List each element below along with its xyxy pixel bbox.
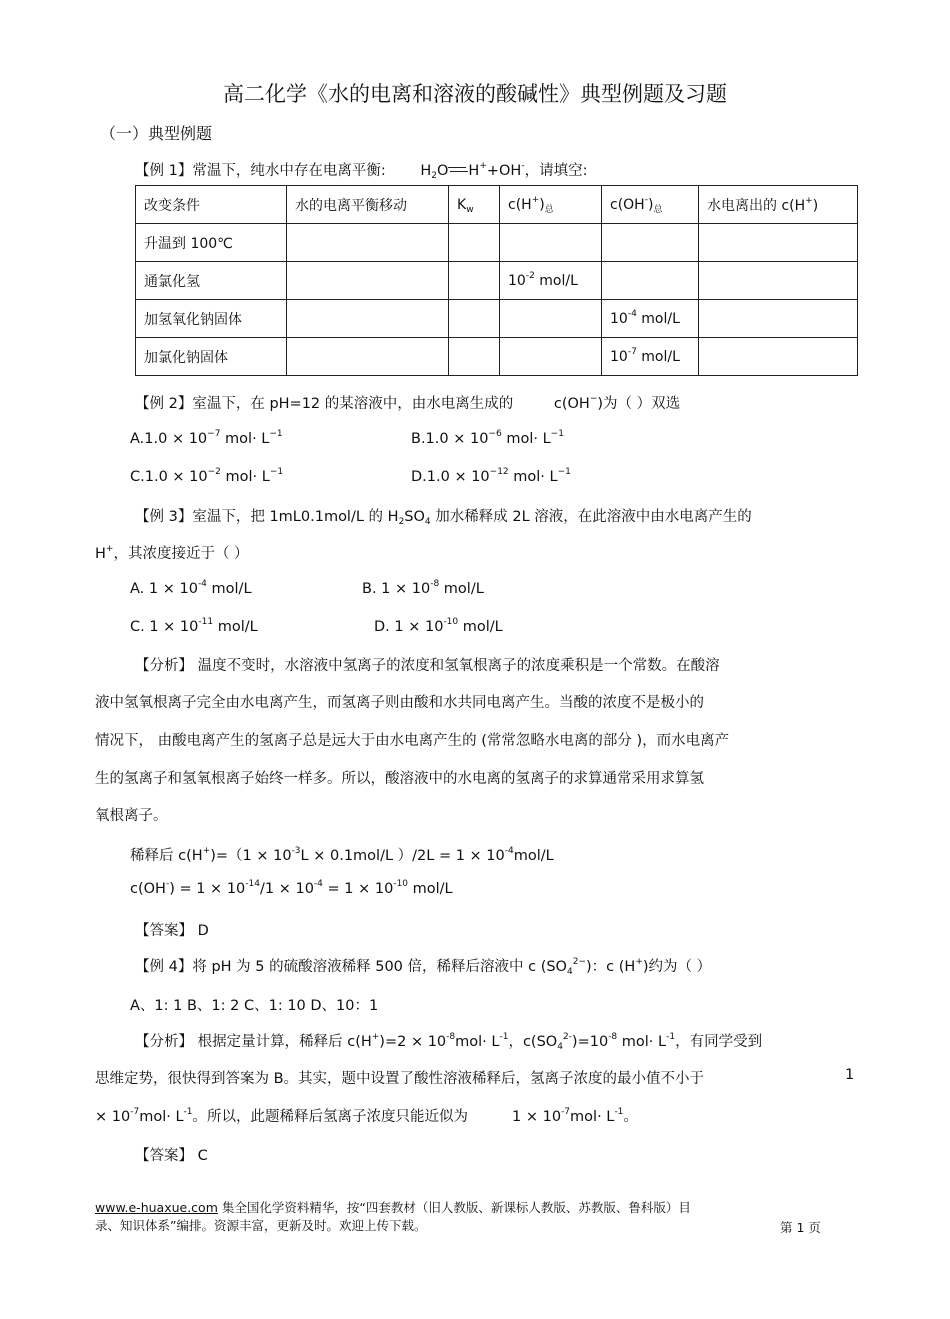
table-cell [699,300,858,338]
analysis-line: 氧根离子。 [95,808,168,824]
table-row [136,262,858,300]
option-c: $C.1.0 \times 10^{-2}$ $mol\cdot L^{-1}$ [130,467,284,485]
table-cell: $10^{-4}$ mol/L [602,300,699,338]
analysis-line: 情况下， 由酸电离产生的氢离子总是远大于由水电离产生的 (常常忽略水电离的部分 )，而水电离产 [95,733,730,749]
table-cell: 加氢氧化钠固体 [136,300,287,338]
example-label: 【例 4】 [135,959,193,975]
option-b: B. $1 \times 10^{-8}$ mol/L [362,579,484,597]
analysis-line: 液中氢氧根离子完全由水电离产生，而氢离子则由酸和水共同电离产生。当酸的浓度不是极小的 [95,695,704,711]
option-c: C. $1 \times 10^{-11}$ mol/L [130,617,258,635]
table-cell [602,224,699,262]
analysis-number: 1 [845,1067,855,1083]
equilibrium-arrow-icon [448,165,468,175]
table-header: $c(OH^-)_总$ [602,186,699,224]
table-header: $c(H^+)_总$ [500,186,602,224]
table-cell: $10^{-2}$ mol/L [500,262,602,300]
table-row [136,338,858,376]
table-header: $K_w$ [449,186,500,224]
footer-line: www.e-huaxue.com 集全国化学资料精华，按“四套教材（旧人教版、新课标人教版、苏教版、鲁科版）目 [95,1200,691,1215]
answer-line: 【答案】 C [135,1148,208,1164]
ionization-equation: $H_2O$ H++OH- [420,161,525,181]
section-heading: （一）典型例题 [100,124,213,143]
option-a: A. $1 \times 10^{-4}$ mol/L [130,579,252,597]
answer-line: 【答案】 D [135,923,209,939]
option-a: $A.1.0 \times 10^{-7}$ $mol\cdot L^{-1}$ [130,429,283,447]
table-cell [500,338,602,376]
option-d: $D.1.0 \times 10^{-12}$ $mol\cdot L^{-1}$ [411,467,571,485]
example-label: 【例 2】 [135,396,193,412]
table-cell: $10^{-7}$ mol/L [602,338,699,376]
example-3-prompt-cont: H+，其浓度接近于（ ） [95,544,249,562]
table-cell [500,224,602,262]
analysis-line: 思维定势，很快得到答案为 B。其实，题中设置了酸性溶液稀释后，氢离子浓度的最小值不小于 [95,1071,705,1087]
example-label: 【例 1】 [135,163,193,179]
analysis-line: 【分析】 温度不变时，水溶液中氢离子的浓度和氢氧根离子的浓度乘积是一个常数。在酸溶 [135,658,720,674]
table-cell [699,262,858,300]
page-number: 第 1 页 [780,1220,821,1235]
table-cell [602,262,699,300]
table-header: 水的电离平衡移动 [287,186,449,224]
site-link[interactable]: www.e-huaxue.com [95,1200,218,1215]
table-cell: 加氯化钠固体 [136,338,287,376]
table-cell [500,300,602,338]
table-cell [449,300,500,338]
table-cell: 升温到 100℃ [136,224,287,262]
table-cell [449,338,500,376]
example-label: 【例 3】 [135,509,193,525]
table-row [136,300,858,338]
option-d: D. $1 \times 10^{-10}$ mol/L [374,617,503,635]
table-header-row [136,186,858,224]
calculation-line: $c(OH^-) = 1 \times 10^{-14}/1 \times 10^{-4} = 1 \times 10^{-10}$ mol/L [130,879,453,897]
table-cell [287,338,449,376]
calculation-line: 稀释后 $c(H^+)=(1 \times 10^{-3}L \times 0.1mol/L$ ）$/2L = 1 \times 10^{-4}mol/L$ [130,846,554,864]
analysis-line: 【分析】 根据定量计算，稀释后 $c(H^+)=2 \times 10^{-8}mol\cdot L^{-1}$，$c(SO_4^{2-})=10^{-8}$ $mol\cdot L^{-1}$，有同学受到 [135,1032,763,1052]
example-3-prompt: 【例 3】室温下，把 1mL0.1mol/L 的 $H_2SO_4$ 加水稀释成 2L 溶液，在此溶液中由水电离产生的 [135,509,752,527]
example-1-prompt: 【例 1】常温下，纯水中存在电离平衡: $H_2O$ H++OH-，请填空: [135,161,588,181]
table-header: 水电离出的 c(H+) [699,186,858,224]
analysis-line: × $10^{-7}mol\cdot L^{-1}$。所以，此题稀释后氢离子浓度只能近似为 $1 \times 10^{-7}mol\cdot L^{-1}$。 [95,1107,638,1125]
table-cell [449,262,500,300]
footer-line: 录、知识体系”编排。资源丰富，更新及时。欢迎上传下载。 [95,1218,427,1233]
example-2-prompt: 【例 2】室温下，在 pH=12 的某溶液中，由水电离生成的 c(OH−)为（ ）双选 [135,394,681,412]
table-cell [287,224,449,262]
options-line: A、1: 1 B、1: 2 C、1: 10 D、10：1 [130,998,379,1014]
example-4-prompt: 【例 4】将 pH 为 5 的硫酸溶液稀释 500 倍，稀释后溶液中 c $(SO_4^{2-})$：c (H+)约为（ ） [135,957,712,977]
table-cell [699,224,858,262]
table-cell [287,300,449,338]
table-header: 改变条件 [136,186,287,224]
page-title: 高二化学《水的电离和溶液的酸碱性》典型例题及习题 [223,82,727,106]
analysis-line: 生的氢离子和氢氧根离子始终一样多。所以，酸溶液中的水电离的氢离子的求算通常采用求算氢 [95,771,704,787]
table-cell [449,224,500,262]
fill-in-table [135,185,858,376]
option-b: $B.1.0 \times 10^{-6}$ $mol\cdot L^{-1}$ [411,429,564,447]
table-row [136,224,858,262]
table-cell: 通氯化氢 [136,262,287,300]
table-cell [287,262,449,300]
table-cell [699,338,858,376]
